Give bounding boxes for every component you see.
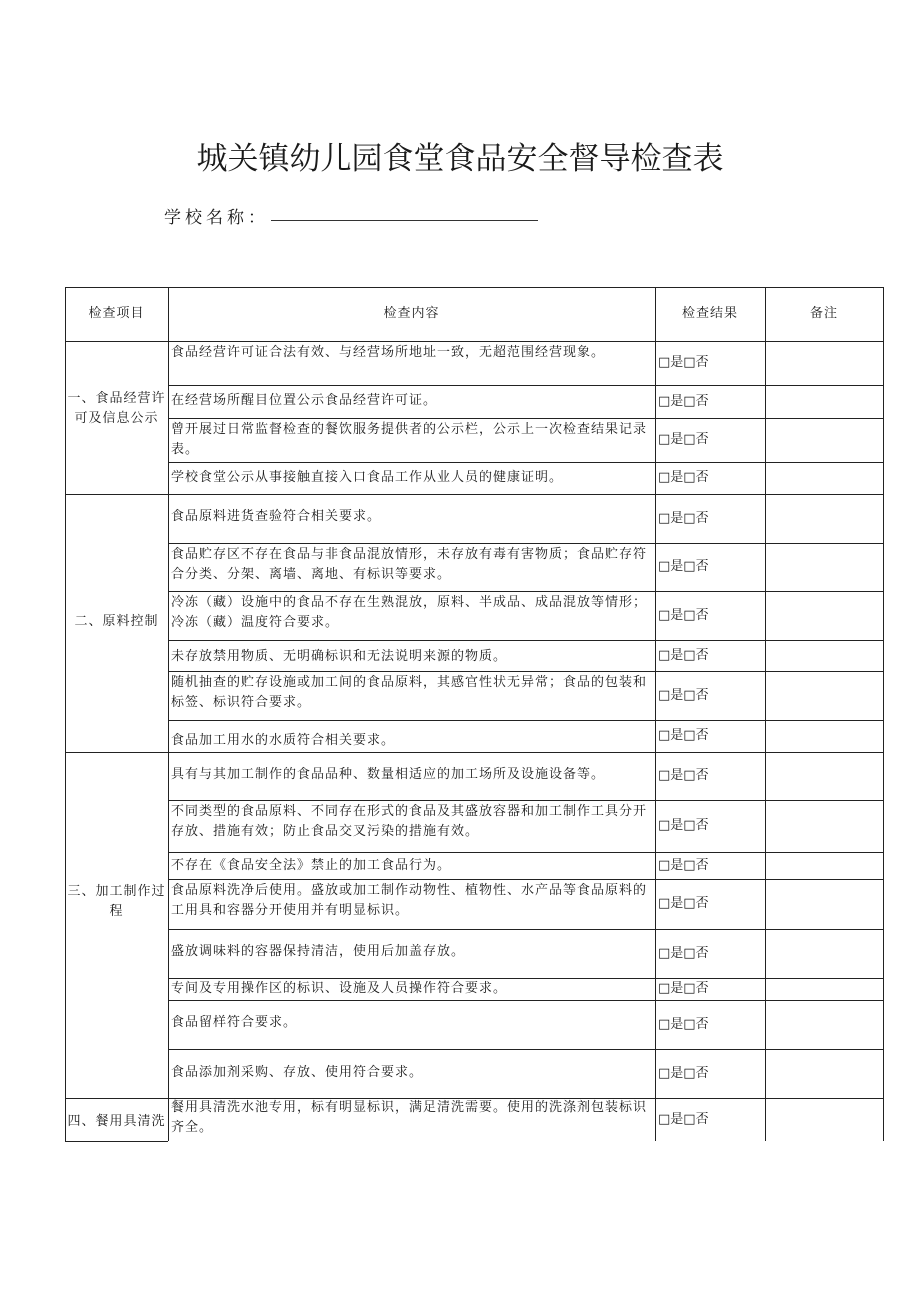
result-checkbox[interactable]: □是□否 bbox=[658, 981, 709, 996]
column-divider bbox=[883, 287, 884, 1141]
header-result: 检查结果 bbox=[681, 306, 738, 321]
remark-cell[interactable] bbox=[765, 929, 883, 978]
school-name-label: 学校名称： bbox=[164, 208, 269, 228]
remark-cell[interactable] bbox=[765, 1049, 883, 1098]
result-checkbox[interactable]: □是□否 bbox=[658, 1017, 709, 1032]
result-checkbox[interactable]: □是□否 bbox=[658, 559, 709, 574]
result-checkbox[interactable]: □是□否 bbox=[658, 648, 709, 663]
result-checkbox[interactable]: □是□否 bbox=[658, 470, 709, 485]
column-divider bbox=[655, 287, 656, 1141]
remark-cell[interactable] bbox=[765, 418, 883, 462]
check-item-content: 食品留样符合要求。 bbox=[171, 1015, 298, 1030]
remark-cell[interactable] bbox=[765, 879, 883, 929]
check-item-content: 食品原料进货查验符合相关要求。 bbox=[171, 509, 382, 524]
check-item-content: 不同类型的食品原料、不同存在形式的食品及其盛放容器和加工制作工具分开存放、措施有效；防止食品交叉污染的措施有效。 bbox=[171, 804, 648, 839]
remark-cell[interactable] bbox=[765, 852, 883, 879]
check-item-content: 冷冻（藏）设施中的食品不存在生熟混放，原料、半成品、成品混放等情形；冷冻（藏）温度符合要求。 bbox=[171, 595, 648, 630]
result-checkbox[interactable]: □是□否 bbox=[658, 946, 709, 961]
check-item-content: 餐用具清洗水池专用，标有明显标识，满足清洗需要。使用的洗涤剂包装标识齐全。 bbox=[171, 1100, 648, 1135]
remark-cell[interactable] bbox=[765, 640, 883, 671]
result-checkbox[interactable]: □是□否 bbox=[658, 858, 709, 873]
result-checkbox[interactable]: □是□否 bbox=[658, 394, 709, 409]
header-divider bbox=[65, 341, 883, 342]
check-item-content: 不存在《食品安全法》禁止的加工食品行为。 bbox=[171, 858, 452, 873]
remark-cell[interactable] bbox=[765, 494, 883, 543]
school-name-field[interactable] bbox=[271, 220, 538, 221]
result-checkbox[interactable]: □是□否 bbox=[658, 355, 709, 370]
result-checkbox[interactable]: □是□否 bbox=[658, 511, 709, 526]
remark-cell[interactable] bbox=[765, 591, 883, 640]
header-content: 检查内容 bbox=[383, 306, 440, 321]
section-divider bbox=[65, 494, 883, 495]
remark-cell[interactable] bbox=[765, 978, 883, 1000]
check-item-content: 随机抽查的贮存设施或加工间的食品原料，其感官性状无异常；食品的包装和标签、标识符合要求。 bbox=[171, 675, 648, 710]
category-label: 四、餐用具清洗 bbox=[67, 1114, 166, 1129]
remark-cell[interactable] bbox=[765, 720, 883, 752]
check-item-content: 未存放禁用物质、无明确标识和无法说明来源的物质。 bbox=[171, 649, 508, 664]
result-checkbox[interactable]: □是□否 bbox=[658, 1112, 709, 1127]
check-item-content: 学校食堂公示从事接触直接入口食品工作从业人员的健康证明。 bbox=[171, 470, 564, 485]
remark-cell[interactable] bbox=[765, 671, 883, 720]
result-checkbox[interactable]: □是□否 bbox=[658, 688, 709, 703]
result-checkbox[interactable]: □是□否 bbox=[658, 896, 709, 911]
check-item-content: 专间及专用操作区的标识、设施及人员操作符合要求。 bbox=[171, 981, 508, 996]
remark-cell[interactable] bbox=[765, 543, 883, 591]
header-item: 检查项目 bbox=[88, 306, 145, 321]
remark-cell[interactable] bbox=[765, 1098, 883, 1141]
remark-cell[interactable] bbox=[765, 1000, 883, 1049]
row-divider bbox=[65, 1141, 168, 1142]
check-item-content: 食品原料洗净后使用。盛放或加工制作动物性、植物性、水产品等食品原料的工用具和容器分开使用并有明显标识。 bbox=[171, 883, 648, 918]
check-item-content: 曾开展过日常监督检查的餐饮服务提供者的公示栏，公示上一次检查结果记录表。 bbox=[171, 422, 648, 457]
remark-cell[interactable] bbox=[765, 341, 883, 385]
remark-cell[interactable] bbox=[765, 752, 883, 800]
check-item-content: 食品加工用水的水质符合相关要求。 bbox=[171, 733, 396, 748]
remark-cell[interactable] bbox=[765, 462, 883, 494]
page-title: 城关镇幼儿园食堂食品安全督导检查表 bbox=[196, 141, 724, 177]
result-checkbox[interactable]: □是□否 bbox=[658, 728, 709, 743]
check-item-content: 具有与其加工制作的食品品种、数量相适应的加工场所及设施设备等。 bbox=[171, 767, 606, 782]
result-checkbox[interactable]: □是□否 bbox=[658, 768, 709, 783]
result-checkbox[interactable]: □是□否 bbox=[658, 818, 709, 833]
check-item-content: 盛放调味料的容器保持清洁，使用后加盖存放。 bbox=[171, 944, 466, 959]
check-item-content: 食品添加剂采购、存放、使用符合要求。 bbox=[171, 1065, 424, 1080]
header-remark: 备注 bbox=[809, 306, 838, 321]
column-divider bbox=[65, 287, 66, 1141]
category-label: 二、原料控制 bbox=[74, 614, 159, 629]
remark-cell[interactable] bbox=[765, 385, 883, 418]
column-divider bbox=[168, 287, 169, 1141]
table-top-border bbox=[65, 287, 883, 288]
result-checkbox[interactable]: □是□否 bbox=[658, 608, 709, 623]
check-item-content: 食品贮存区不存在食品与非食品混放情形，未存放有毒有害物质；食品贮存符合分类、分架、离墙、离地、有标识等要求。 bbox=[171, 547, 648, 582]
category-label: 三、加工制作过程 bbox=[67, 884, 166, 919]
section-divider bbox=[65, 752, 883, 753]
result-checkbox[interactable]: □是□否 bbox=[658, 432, 709, 447]
remark-cell[interactable] bbox=[765, 800, 883, 852]
check-item-content: 在经营场所醒目位置公示食品经营许可证。 bbox=[171, 393, 438, 408]
check-item-content: 食品经营许可证合法有效、与经营场所地址一致，无超范围经营现象。 bbox=[171, 345, 606, 360]
result-checkbox[interactable]: □是□否 bbox=[658, 1066, 709, 1081]
category-label: 一、食品经营许可及信息公示 bbox=[67, 391, 166, 426]
